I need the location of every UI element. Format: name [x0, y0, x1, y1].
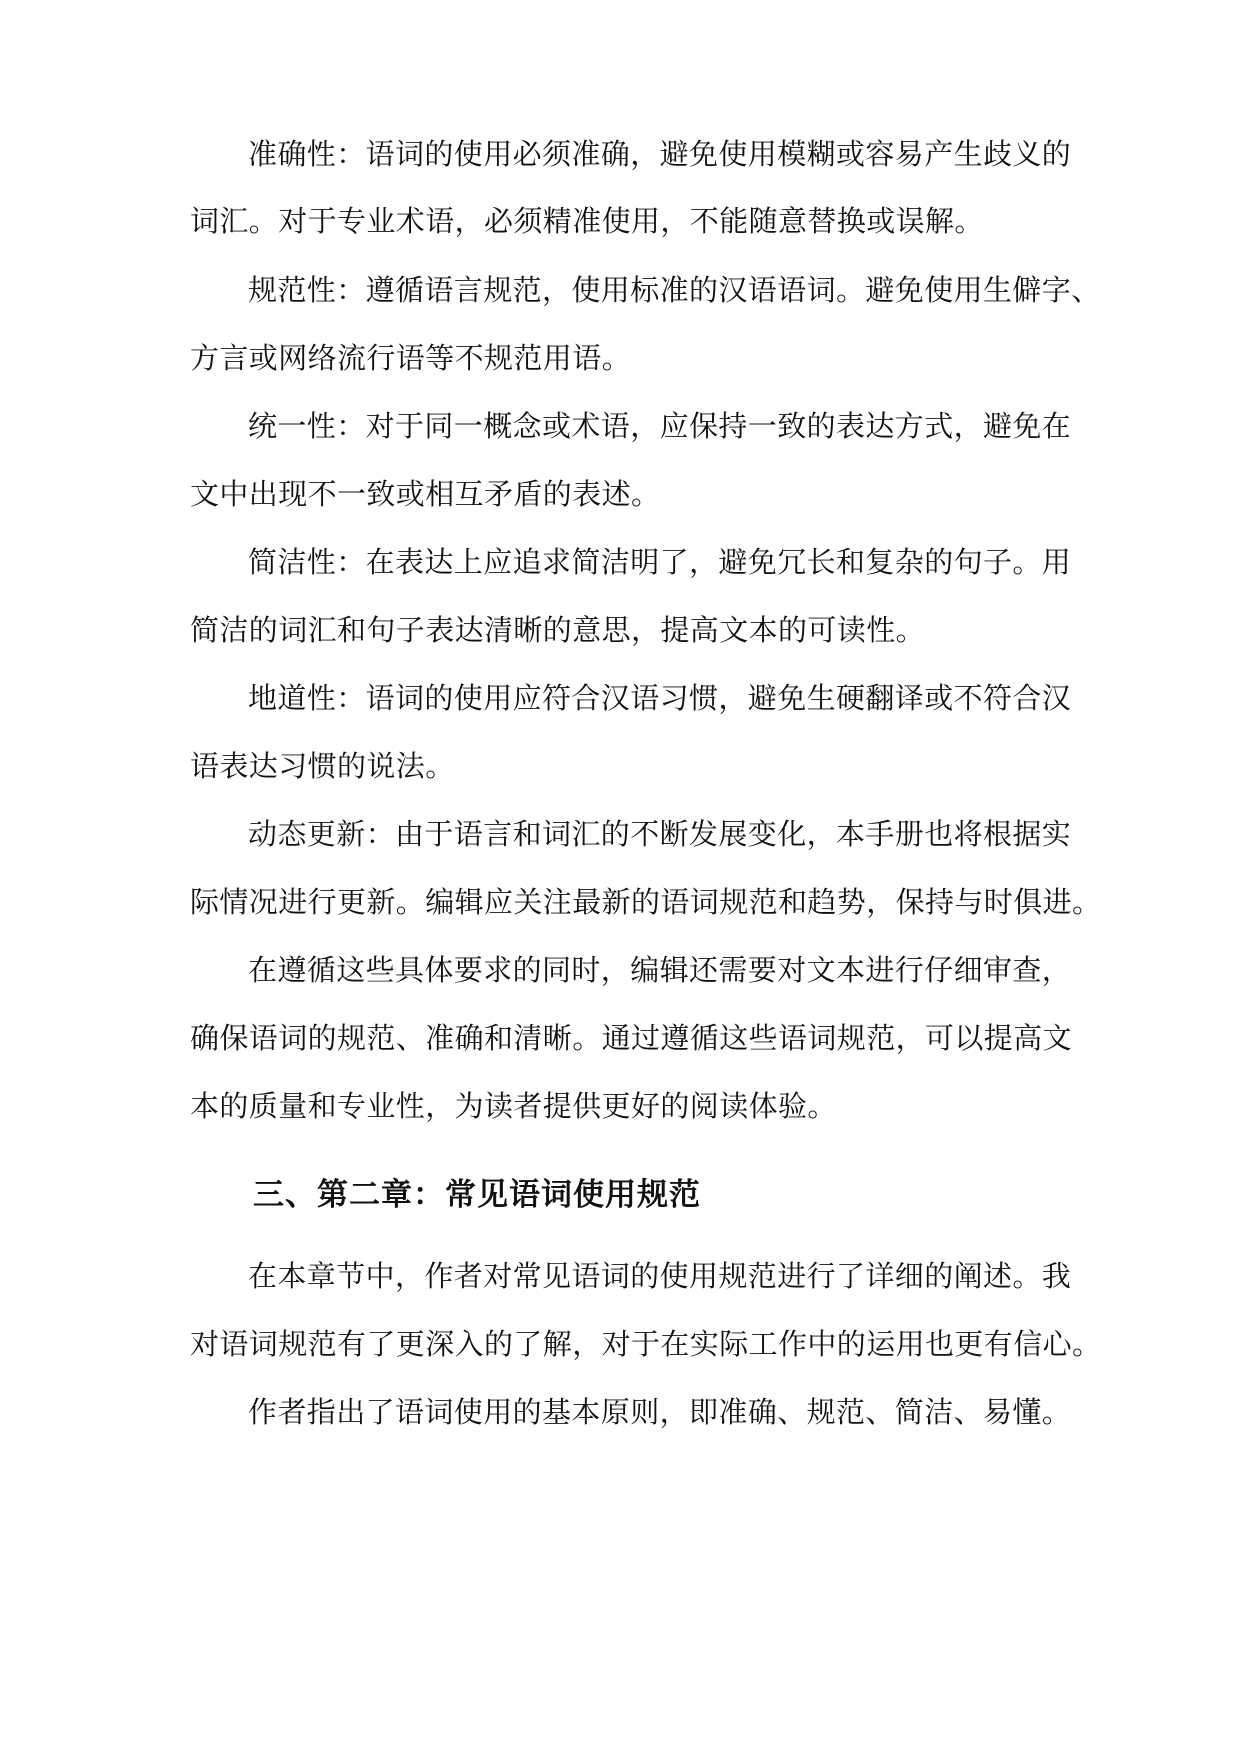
paragraph-line: 语表达习惯的说法。 — [190, 749, 455, 783]
paragraph-line: 际情况进行更新。编辑应关注最新的语词规范和趋势，保持与时俱进。 — [190, 885, 1102, 919]
paragraph-line: 简洁的词汇和句子表达清晰的意思，提高文本的可读性。 — [190, 613, 926, 647]
paragraph-line: 作者指出了语词使用的基本原则，即准确、规范、简洁、易懂。 — [248, 1395, 1072, 1429]
paragraph-line: 在遵循这些具体要求的同时，编辑还需要对文本进行仔细审查， — [248, 953, 1072, 987]
paragraph-line: 地道性：语词的使用应符合汉语习惯，避免生硬翻译或不符合汉 — [248, 681, 1072, 715]
paragraph-line: 对语词规范有了更深入的了解，对于在实际工作中的运用也更有信心。 — [190, 1327, 1102, 1361]
paragraph-line: 规范性：遵循语言规范，使用标准的汉语语词。避免使用生僻字、 — [248, 273, 1101, 307]
paragraph-line: 准确性：语词的使用必须准确，避免使用模糊或容易产生歧义的 — [248, 137, 1072, 171]
paragraph-line: 统一性：对于同一概念或术语，应保持一致的表达方式，避免在 — [248, 409, 1072, 443]
paragraph-line: 词汇。对于专业术语，必须精准使用，不能随意替换或误解。 — [190, 204, 984, 238]
paragraph-line: 确保语词的规范、准确和清晰。通过遵循这些语词规范，可以提高文 — [190, 1021, 1073, 1055]
paragraph-line: 方言或网络流行语等不规范用语。 — [190, 341, 632, 375]
paragraph-line: 本的质量和专业性，为读者提供更好的阅读体验。 — [190, 1089, 837, 1123]
section-heading: 三、第二章：常见语词使用规范 — [253, 1177, 701, 1213]
paragraph-line: 简洁性：在表达上应追求简洁明了，避免冗长和复杂的句子。用 — [248, 545, 1072, 579]
paragraph-line: 在本章节中，作者对常见语词的使用规范进行了详细的阐述。我 — [248, 1259, 1072, 1293]
paragraph-line: 动态更新：由于语言和词汇的不断发展变化，本手册也将根据实 — [248, 817, 1072, 851]
paragraph-line: 文中出现不一致或相互矛盾的表述。 — [190, 477, 661, 511]
